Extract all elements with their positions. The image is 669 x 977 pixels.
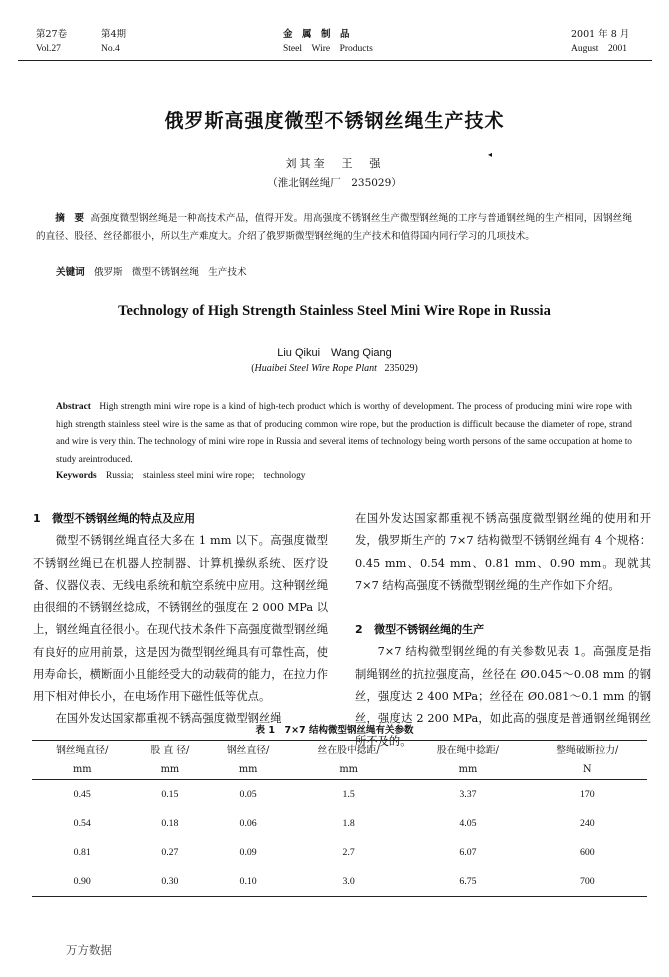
section-heading bbox=[33, 508, 328, 530]
column-header: 钢丝绳直径/ bbox=[32, 741, 133, 761]
section-heading bbox=[355, 619, 651, 641]
table-cell: 2.7 bbox=[342, 847, 355, 858]
keyword-en: technology bbox=[263, 471, 306, 481]
abstract-en bbox=[56, 399, 632, 469]
table-cell: 0.10 bbox=[207, 867, 289, 897]
table-cell: 1.8 bbox=[342, 818, 355, 829]
table-cell: 0.27 bbox=[161, 847, 179, 858]
table-cell: 6.75 bbox=[408, 867, 527, 897]
table-caption: 表 1 7×7 结构微型钢丝绳有关参数 bbox=[255, 725, 414, 736]
table-cell: 0.54 bbox=[73, 818, 91, 829]
body-column-right bbox=[355, 508, 651, 753]
column-unit: mm bbox=[207, 760, 289, 780]
section-1-paragraph-2: 在国外发达国家都重视不锈高强度微型钢丝绳的使用和开发，俄罗斯生产的 7×7 结构微型不锈钢丝绳有 4 个规格：0.45 mm、0.54 mm、0.81 mm、0.90 mm。现就其 7×7 结构高强度不锈微型钢丝绳的生产作如下介绍。 bbox=[355, 512, 651, 592]
section-1-paragraph-1: 微型不锈钢丝绳直径大多在 1 mm 以下。高强度微型不锈钢丝绳已在机器人控制器、计算机操纵系统、医疗设备、仪器仪表、无线电系统和航空系统中应用。这种钢丝绳由很细的不锈钢丝捻成，不锈钢丝的强度在 2 000 MPa 以上，钢丝绳直径很小。在现代技术条件下高强度微型钢丝绳有良好的应用前景，这是因为微型钢丝绳具有可靠性高，使用寿命长，横断面小且能经受大的动载荷的能力，在拉力作用下相对伸长小，在电场作用下磁性低等优点。 bbox=[33, 534, 328, 704]
column-header: 钢丝直径/ bbox=[207, 741, 289, 761]
abstract-cn bbox=[36, 210, 632, 246]
table-cell: 0.05 bbox=[239, 789, 257, 800]
table-cell: 600 bbox=[579, 847, 595, 858]
header-volume-en: Vol.27 bbox=[36, 44, 61, 54]
affiliation-en-code: 235029 bbox=[384, 363, 415, 374]
header-issue-cn: 第4期 bbox=[101, 29, 127, 40]
abstract-en-text: High strength mini wire rope is a kind of high-tech product which is worthy of development. The process of producing mini wire rope with high strength stainless steel wire is the same as that of producing common wire rope, but the production is difficult because the diameter of rope, strand and wire is very thin. The technology of mini wire rope in Russia and several items of technology being worth persons of the same occupation at home to study areintroduced. bbox=[56, 402, 632, 465]
table-row bbox=[32, 809, 647, 838]
table-cell: 0.09 bbox=[239, 847, 257, 858]
stray-mark: ◂ bbox=[488, 150, 493, 159]
column-unit: N bbox=[528, 760, 647, 780]
table-cell: 0.06 bbox=[239, 818, 257, 829]
abstract-cn-label: 摘 要 bbox=[55, 213, 85, 224]
affiliation-en-name: Huaibei Steel Wire Rope Plant bbox=[254, 363, 377, 374]
keyword-cn: 微型不锈钢丝绳 bbox=[131, 267, 200, 278]
header-volume-cn: 第27卷 bbox=[36, 29, 68, 40]
keywords-en-label: Keywords bbox=[56, 471, 97, 481]
header-date-cn: 2001 年 8 月 bbox=[571, 29, 630, 40]
parameter-table bbox=[32, 740, 647, 897]
keyword-en: Russia; bbox=[106, 471, 134, 481]
section-number: 1 bbox=[33, 512, 41, 525]
section-number: 2 bbox=[355, 623, 363, 637]
table-unit-row bbox=[32, 760, 647, 780]
column-header: 整绳破断拉力/ bbox=[528, 741, 647, 761]
table-cell: 0.45 bbox=[73, 789, 91, 800]
abstract-en-label: Abstract bbox=[56, 402, 91, 412]
table-cell: 240 bbox=[579, 818, 595, 829]
table-row bbox=[32, 780, 647, 810]
table-cell: 0.30 bbox=[133, 867, 208, 897]
keywords-cn-label: 关键词 bbox=[56, 267, 85, 278]
section-2-paragraph-1: 7×7 结构微型钢丝绳的有关参数见表 1。高强度是指制绳钢丝的抗拉强度高，丝径在 Ø0.045～0.08 mm 的钢丝，强度达 2 400 MPa；丝径在 Ø0.081～0.1 mm 的钢丝，强度达 2 200 MPa，如此高的强度是普通钢丝绳钢丝所不及的。 bbox=[355, 645, 651, 748]
authors-cn: 刘其奎 王 强 bbox=[285, 157, 384, 170]
table-cell: 3.37 bbox=[459, 789, 477, 800]
keyword-cn: 生产技术 bbox=[208, 267, 247, 278]
keyword-en: stainless steel mini wire rope; bbox=[142, 471, 255, 481]
keywords-cn bbox=[56, 264, 247, 278]
table-cell: 0.18 bbox=[161, 818, 179, 829]
header-date-en: August 2001 bbox=[571, 44, 627, 54]
watermark: 万方数据 bbox=[66, 943, 112, 957]
table-cell: 0.15 bbox=[161, 789, 179, 800]
table-cell: 4.05 bbox=[459, 818, 477, 829]
keyword-cn: 俄罗斯 bbox=[93, 267, 123, 278]
affiliation-en: (Huaibei Steel Wire Rope Plant 235029) bbox=[251, 363, 418, 374]
abstract-cn-text: 高强度微型钢丝绳是一种高技术产品，值得开发。用高强度不锈钢丝生产微型钢丝绳的工序与普通钢丝绳的生产相同，因钢丝绳的直径、股径、丝径都很小，所以生产难度大。介绍了俄罗斯微型钢丝绳的生产技术和值得国内同行学习的几项技术。 bbox=[36, 213, 632, 242]
section-title: 微型不锈钢丝绳的特点及应用 bbox=[52, 512, 196, 525]
column-unit: mm bbox=[289, 760, 408, 780]
header-journal-cn: 金 属 制 品 bbox=[283, 29, 350, 40]
keywords-en bbox=[56, 471, 305, 481]
body-column-left bbox=[33, 508, 328, 730]
table-row bbox=[32, 838, 647, 867]
table-cell: 0.81 bbox=[73, 847, 91, 858]
affiliation-cn: （淮北钢丝绳厂 235029） bbox=[267, 177, 402, 189]
section-1-paragraph-2-start: 在国外发达国家都重视不锈高强度微型钢丝绳 bbox=[55, 712, 282, 726]
header-journal-en: Steel Wire Products bbox=[283, 44, 373, 54]
column-unit: mm bbox=[32, 760, 133, 780]
table-cell: 6.07 bbox=[459, 847, 477, 858]
title-en: Technology of High Strength Stainless Steel Mini Wire Rope in Russia bbox=[118, 303, 551, 319]
column-unit: mm bbox=[133, 760, 208, 780]
column-header: 股在绳中捻距/ bbox=[408, 741, 527, 761]
authors-en: Liu Qikui Wang Qiang bbox=[277, 347, 392, 359]
section-title: 微型不锈钢丝绳的生产 bbox=[374, 623, 485, 637]
header-rule bbox=[18, 60, 652, 61]
table-cell: 700 bbox=[528, 867, 647, 897]
table-row bbox=[32, 867, 647, 897]
column-header: 股 直 径/ bbox=[133, 741, 208, 761]
column-unit: mm bbox=[408, 760, 527, 780]
column-header: 丝在股中捻距/ bbox=[289, 741, 408, 761]
table-cell: 170 bbox=[579, 789, 595, 800]
table-cell: 0.90 bbox=[32, 867, 133, 897]
header-issue-en: No.4 bbox=[101, 44, 120, 54]
table-header-row bbox=[32, 741, 647, 761]
table-cell: 3.0 bbox=[289, 867, 408, 897]
table-cell: 1.5 bbox=[342, 789, 355, 800]
title-cn: 俄罗斯高强度微型不锈钢丝绳生产技术 bbox=[164, 110, 505, 132]
